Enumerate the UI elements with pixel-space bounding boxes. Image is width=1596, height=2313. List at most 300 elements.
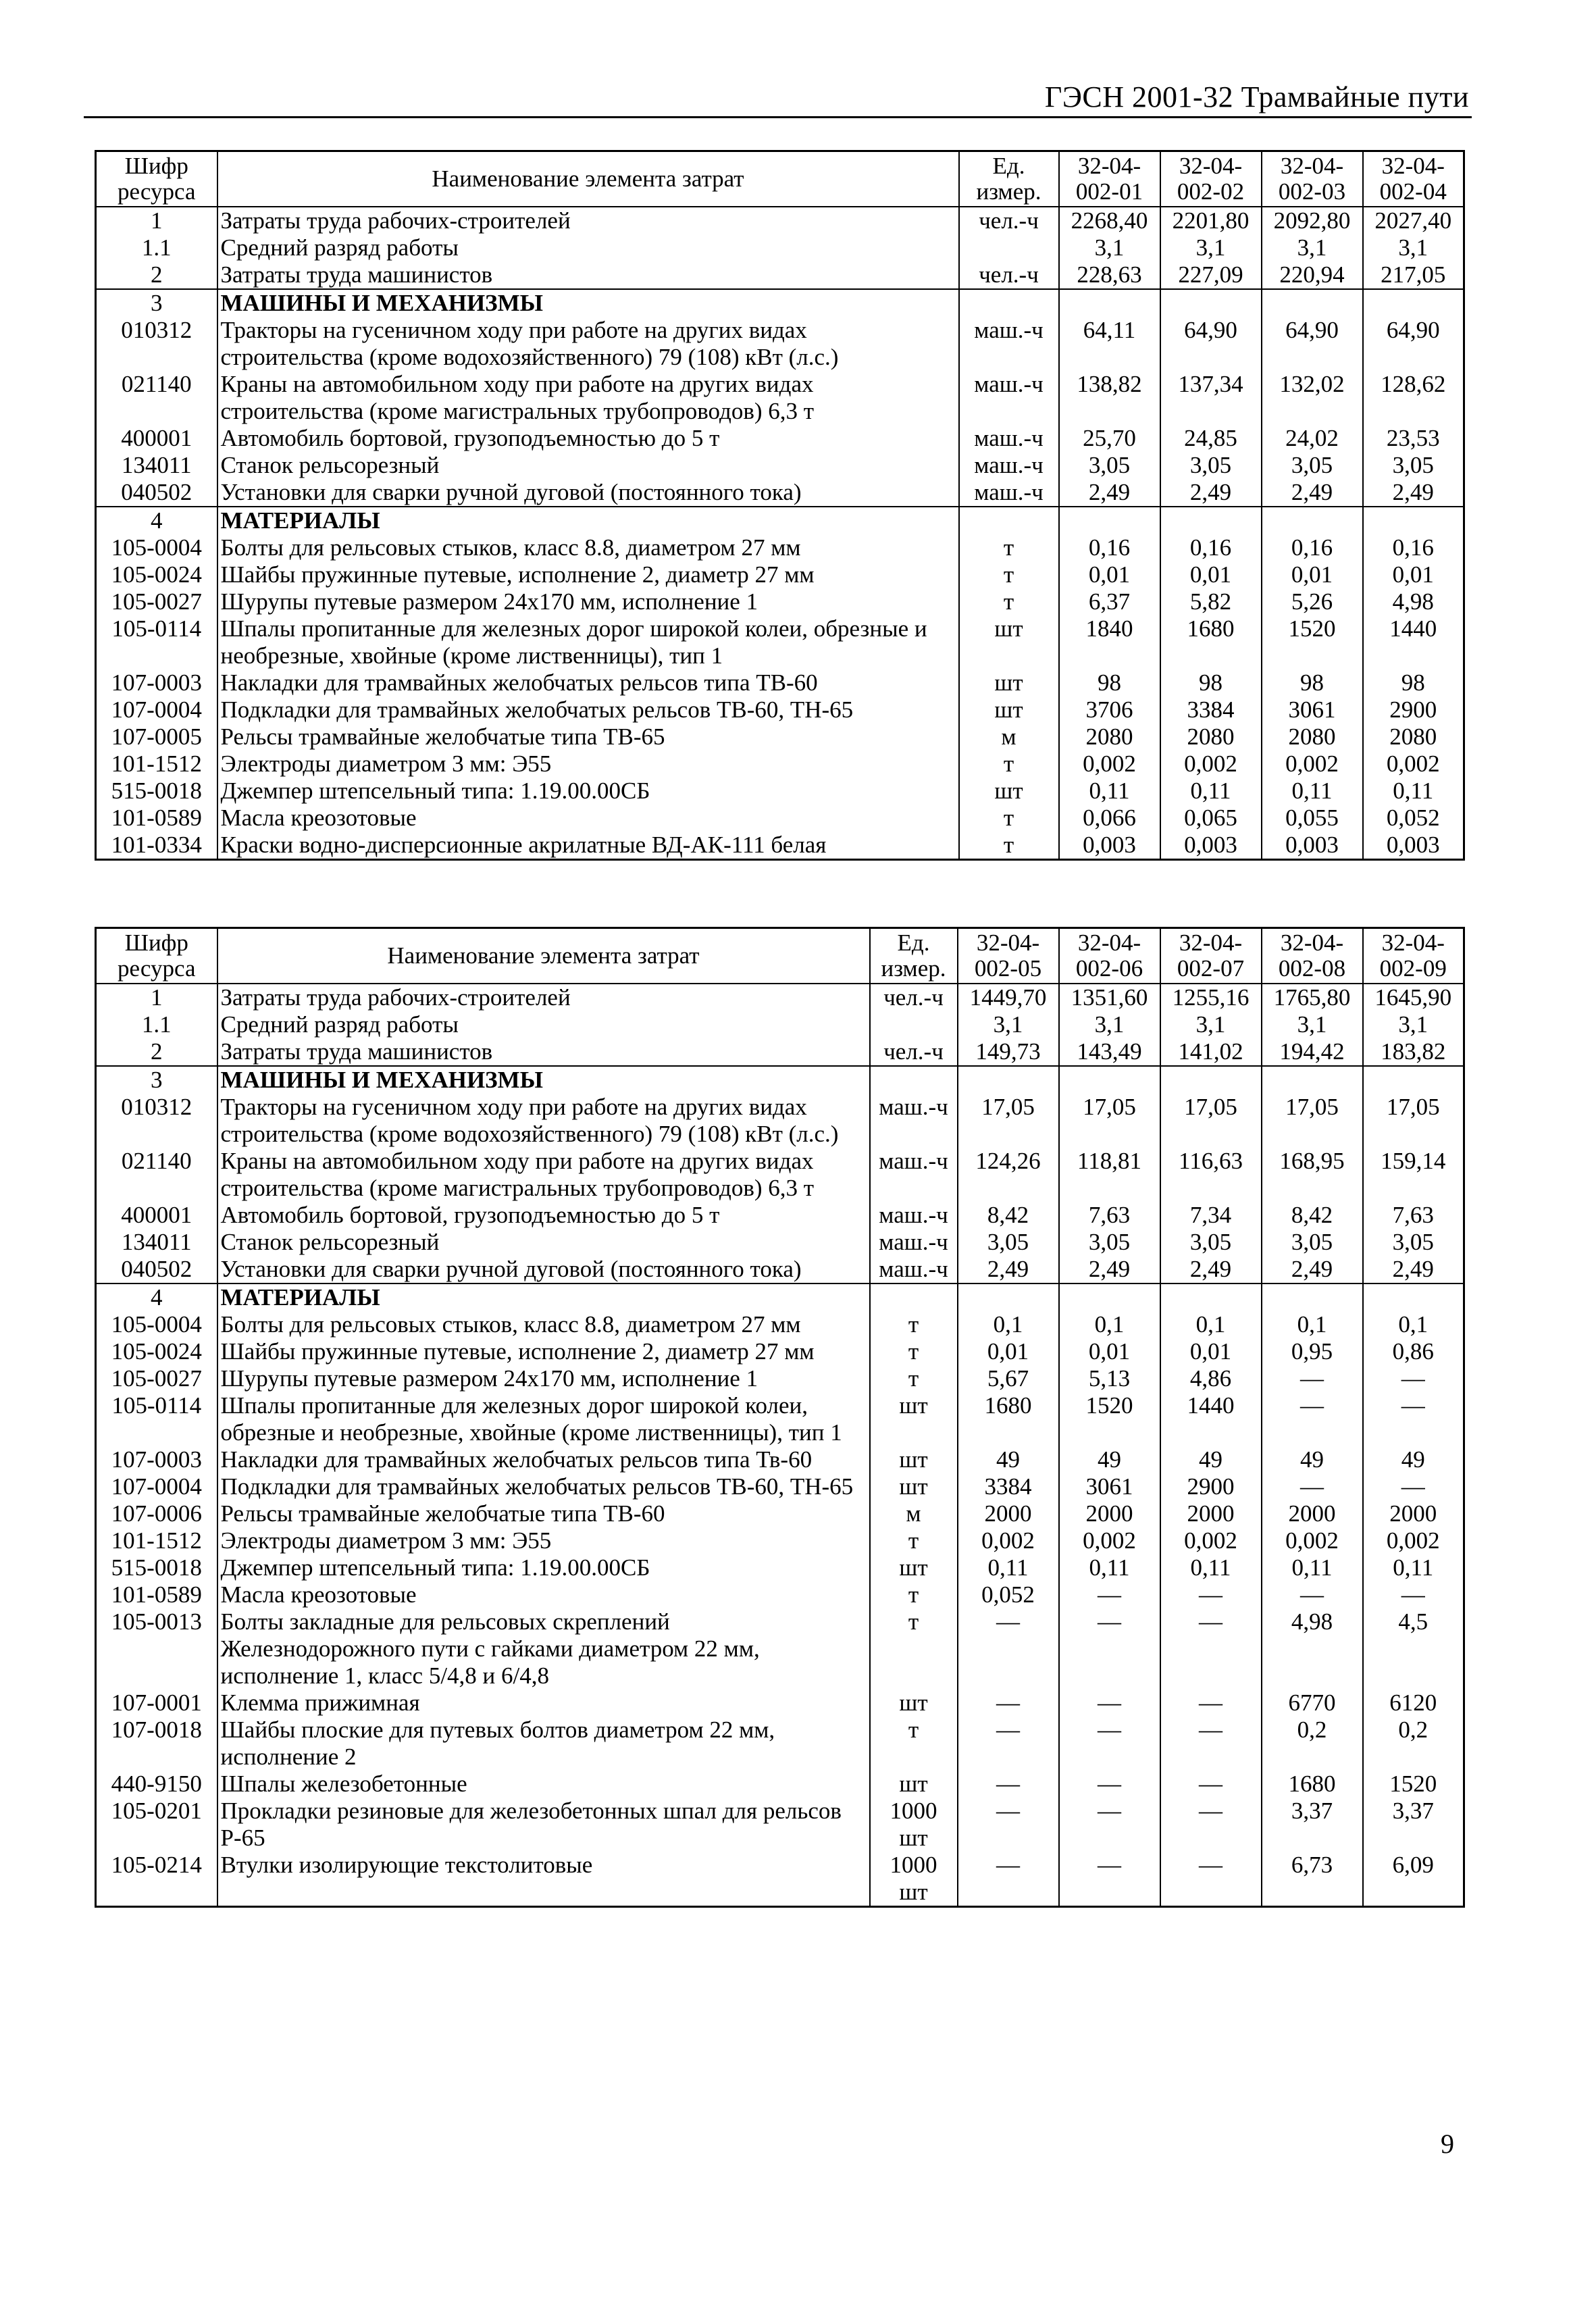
resource-name: Шайбы пружинные путевые, исполнение 2, диаметр 27 мм [217,1338,870,1365]
resource-value: 1440 [1363,615,1464,669]
resource-value: 64,90 [1363,317,1464,371]
resource-value: 1255,16 [1160,984,1262,1011]
table-row [96,1446,1464,1473]
table-row [96,669,1464,696]
resource-name: Шпалы железобетонные [217,1771,870,1798]
resource-value: 0,16 [1059,534,1160,561]
table-body [96,207,1464,860]
resource-unit: маш.-ч [959,425,1059,452]
header-col: 32-04-002-08 [1262,928,1363,984]
resource-value: 0,11 [1262,778,1363,805]
resource-value: 2000 [1160,1500,1262,1527]
resource-value: 2,49 [1160,479,1262,507]
resource-unit: шт [870,1771,958,1798]
header-unit: Ед. измер. [959,151,1059,207]
resource-value: 3384 [1160,696,1262,723]
resource-value: — [958,1852,1059,1907]
resource-unit: маш.-ч [870,1229,958,1256]
page-number: 9 [1441,2129,1454,2159]
resource-code: 1.1 [96,1011,217,1038]
table-row [96,832,1464,860]
resource-code: 105-0004 [96,534,217,561]
resource-value: 3,05 [1262,1229,1363,1256]
resource-value: 2080 [1262,723,1363,751]
resource-unit: чел.-ч [870,984,958,1011]
resource-code: 1 [96,984,217,1011]
resource-name: Краны на автомобильном ходу при работе на других видах строительства (кроме магистральных трубопроводов) 6,3 т [217,1148,870,1202]
resource-value: 2900 [1160,1473,1262,1500]
resource-name: Клемма прижимная [217,1689,870,1717]
resource-name: Джемпер штепсельный типа: 1.19.00.00СБ [217,1554,870,1581]
resource-code: 105-0024 [96,1338,217,1365]
resource-unit: маш.-ч [870,1094,958,1148]
resource-unit: т [870,1365,958,1392]
resource-value: 168,95 [1262,1148,1363,1202]
resource-value: 0,1 [1059,1311,1160,1338]
resource-unit: шт [870,1473,958,1500]
resource-value: 0,055 [1262,805,1363,832]
table-row [96,1202,1464,1229]
table-row [96,1094,1464,1148]
resource-value: 2201,80 [1160,207,1262,234]
resource-value: 6,37 [1059,588,1160,615]
resource-value: — [1262,1473,1363,1500]
resource-table-1 [95,150,1465,861]
resource-value: 0,95 [1262,1338,1363,1365]
resource-code: 134011 [96,1229,217,1256]
resource-value: 4,5 [1363,1608,1464,1689]
resource-value [1059,1283,1160,1311]
resource-value: 0,11 [1059,778,1160,805]
resource-unit: шт [959,669,1059,696]
resource-name: Средний разряд работы [217,234,959,261]
resource-value: 0,11 [1363,778,1464,805]
resource-value: — [1160,1852,1262,1907]
resource-value: — [958,1798,1059,1852]
resource-code: 4 [96,1283,217,1311]
resource-code: 515-0018 [96,778,217,805]
resource-code: 105-0114 [96,615,217,669]
header-col: 32-04-002-03 [1262,151,1363,207]
resource-name: Затраты труда машинистов [217,1038,870,1066]
resource-value: 3384 [958,1473,1059,1500]
resource-value: — [958,1771,1059,1798]
resource-value: 25,70 [1059,425,1160,452]
table-row [96,234,1464,261]
resource-code: 3 [96,289,217,317]
resource-name: Накладки для трамвайных желобчатых рельсов типа ТВ-60 [217,669,959,696]
resource-value: 6,73 [1262,1852,1363,1907]
resource-code: 134011 [96,452,217,479]
resource-value: 0,1 [1363,1311,1464,1338]
resource-value [1262,1283,1363,1311]
resource-name: Станок рельсорезный [217,1229,870,1256]
resource-value: 3,1 [1059,1011,1160,1038]
table-row [96,1771,1464,1798]
table-row [96,778,1464,805]
resource-value: 3,1 [1160,1011,1262,1038]
resource-name: Тракторы на гусеничном ходу при работе на других видах строительства (кроме водохозяйственного) 79 (108) кВт (л.с.) [217,1094,870,1148]
resource-value: 3,05 [1059,1229,1160,1256]
resource-name: Затраты труда машинистов [217,261,959,289]
resource-value: 3061 [1262,696,1363,723]
resource-value: 7,63 [1059,1202,1160,1229]
resource-unit: чел.-ч [870,1038,958,1066]
resource-unit: т [959,751,1059,778]
resource-value: — [958,1689,1059,1717]
resource-value: — [958,1608,1059,1689]
resource-value: 5,13 [1059,1365,1160,1392]
resource-code: 105-0013 [96,1608,217,1689]
resource-code: 4 [96,507,217,534]
header-code: Шифр ресурса [96,928,217,984]
resource-value: 7,34 [1160,1202,1262,1229]
resource-value: — [1160,1581,1262,1608]
resource-code: 101-0334 [96,832,217,860]
resource-value: — [1363,1392,1464,1446]
resource-value: — [1363,1473,1464,1500]
resource-value: 0,2 [1262,1717,1363,1771]
resource-value: 2900 [1363,696,1464,723]
resource-code: 400001 [96,425,217,452]
resource-value: 3,1 [1059,234,1160,261]
resource-value: 2,49 [1059,1256,1160,1283]
resource-value: 0,052 [1363,805,1464,832]
table-row [96,1527,1464,1554]
resource-value: 3,05 [1363,1229,1464,1256]
table-row [96,1256,1464,1283]
resource-value: 2027,40 [1363,207,1464,234]
table-row [96,1852,1464,1907]
resource-unit [870,1066,958,1094]
resource-value: 0,16 [1363,534,1464,561]
resource-name: Краски водно-дисперсионные акрилатные ВД-АК-111 белая [217,832,959,860]
resource-value: 2080 [1059,723,1160,751]
resource-code: 2 [96,261,217,289]
header-rule [84,116,1472,118]
resource-value [1262,1066,1363,1094]
resource-value: 2000 [958,1500,1059,1527]
resource-value: 1765,80 [1262,984,1363,1011]
resource-value: 1680 [1160,615,1262,669]
resource-code: 101-0589 [96,805,217,832]
header-col: 32-04-002-06 [1059,928,1160,984]
resource-value: 3,37 [1262,1798,1363,1852]
resource-value: 1840 [1059,615,1160,669]
resource-value: 1351,60 [1059,984,1160,1011]
resource-value [958,1066,1059,1094]
resource-unit: шт [959,696,1059,723]
resource-value: 0,003 [1363,832,1464,860]
resource-value [1059,289,1160,317]
resource-unit: т [870,1581,958,1608]
table-row [96,1038,1464,1066]
resource-name: Прокладки резиновые для железобетонных шпал для рельсов Р-65 [217,1798,870,1852]
table-row [96,261,1464,289]
resource-value: 0,16 [1160,534,1262,561]
header-name: Наименование элемента затрат [217,928,870,984]
section-row [96,507,1464,534]
resource-code: 105-0114 [96,1392,217,1446]
resource-value: — [1059,1798,1160,1852]
header-unit: Ед. измер. [870,928,958,984]
resource-code: 1.1 [96,234,217,261]
resource-value: 0,01 [1059,1338,1160,1365]
resource-value: 132,02 [1262,371,1363,425]
table-row [96,1717,1464,1771]
resource-value [1160,289,1262,317]
header-col: 32-04-002-07 [1160,928,1262,984]
resource-value [1363,289,1464,317]
resource-code: 101-0589 [96,1581,217,1608]
table-row [96,561,1464,588]
resource-value: — [1160,1771,1262,1798]
resource-value [1363,507,1464,534]
document-header-title: ГЭСН 2001-32 Трамвайные пути [1044,80,1469,113]
table-row [96,1229,1464,1256]
resource-value: 0,002 [1160,1527,1262,1554]
resource-code: 105-0027 [96,1365,217,1392]
resource-value: 0,16 [1262,534,1363,561]
resource-name: Шурупы путевые размером 24х170 мм, исполнение 1 [217,1365,870,1392]
resource-value: 183,82 [1363,1038,1464,1066]
resource-value: 227,09 [1160,261,1262,289]
resource-name: Краны на автомобильном ходу при работе на других видах строительства (кроме магистральных трубопроводов) 6,3 т [217,371,959,425]
resource-code: 107-0004 [96,696,217,723]
table-row [96,615,1464,669]
resource-value: 98 [1160,669,1262,696]
resource-value: 1520 [1363,1771,1464,1798]
resource-value: — [1059,1852,1160,1907]
resource-value: 49 [1059,1446,1160,1473]
resource-value: 128,62 [1363,371,1464,425]
resource-unit: т [870,1527,958,1554]
table-row [96,1392,1464,1446]
resource-name: Электроды диаметром 3 мм: Э55 [217,1527,870,1554]
resource-unit: шт [959,615,1059,669]
resource-code: 515-0018 [96,1554,217,1581]
header-col: 32-04-002-05 [958,928,1059,984]
resource-unit: 1000 шт [870,1852,958,1907]
resource-value: 1680 [958,1392,1059,1446]
resource-value: — [1262,1581,1363,1608]
resource-code: 107-0018 [96,1717,217,1771]
resource-value [1363,1283,1464,1311]
table-row [96,1500,1464,1527]
resource-value: 0,2 [1363,1717,1464,1771]
resource-value: 220,94 [1262,261,1363,289]
resource-value: — [1160,1608,1262,1689]
resource-value: 0,11 [1160,778,1262,805]
resource-value: 217,05 [1363,261,1464,289]
resource-name: Установки для сварки ручной дуговой (постоянного тока) [217,1256,870,1283]
resource-name: Шпалы пропитанные для железных дорог широкой колеи, обрезные и необрезные, хвойные (кроме лиственницы), тип 1 [217,1392,870,1446]
resource-name: Шурупы путевые размером 24х170 мм, исполнение 1 [217,588,959,615]
resource-unit: т [870,1717,958,1771]
resource-value: 64,90 [1160,317,1262,371]
resource-value: 2268,40 [1059,207,1160,234]
resource-value: 124,26 [958,1148,1059,1202]
resource-value: 0,1 [958,1311,1059,1338]
resource-unit: т [870,1338,958,1365]
resource-value: 2080 [1160,723,1262,751]
resource-code: 2 [96,1038,217,1066]
resource-value: 5,26 [1262,588,1363,615]
section-row [96,1283,1464,1311]
resource-name: Втулки изолирующие текстолитовые [217,1852,870,1907]
resource-name: Подкладки для трамвайных желобчатых рельсов ТВ-60, ТН-65 [217,696,959,723]
resource-value: 0,002 [1059,751,1160,778]
resource-value: 0,11 [1160,1554,1262,1581]
resource-value: 0,01 [1160,1338,1262,1365]
resource-value: 141,02 [1160,1038,1262,1066]
table-row [96,1338,1464,1365]
resource-name: МАШИНЫ И МЕХАНИЗМЫ [217,289,959,317]
table-row [96,1608,1464,1689]
resource-value: 0,01 [958,1338,1059,1365]
table-row [96,696,1464,723]
resource-value: 137,34 [1160,371,1262,425]
resource-value: 7,63 [1363,1202,1464,1229]
resource-value: 2,49 [1160,1256,1262,1283]
resource-code: 105-0214 [96,1852,217,1907]
resource-value: 0,052 [958,1581,1059,1608]
resource-code: 021140 [96,1148,217,1202]
resource-value: 0,01 [1363,561,1464,588]
table-row [96,207,1464,234]
resource-value: — [1059,1717,1160,1771]
resource-code: 107-0004 [96,1473,217,1500]
table-row [96,452,1464,479]
resource-value: 1520 [1262,615,1363,669]
resource-value: 6,09 [1363,1852,1464,1907]
table-row [96,588,1464,615]
resource-value: 2,49 [1262,479,1363,507]
resource-value: 4,98 [1363,588,1464,615]
resource-value: 4,98 [1262,1608,1363,1689]
resource-name: Шайбы плоские для путевых болтов диаметром 22 мм, исполнение 2 [217,1717,870,1771]
resource-value: 17,05 [958,1094,1059,1148]
resource-name: Рельсы трамвайные желобчатые типа ТВ-65 [217,723,959,751]
resource-value: 2,49 [1262,1256,1363,1283]
resource-unit [959,234,1059,261]
header-col: 32-04-002-01 [1059,151,1160,207]
resource-value: 8,42 [958,1202,1059,1229]
resource-value: 0,002 [1160,751,1262,778]
resource-value [1160,1283,1262,1311]
resource-value: 6120 [1363,1689,1464,1717]
resource-name: Автомобиль бортовой, грузоподъемностью до 5 т [217,425,959,452]
resource-value: 118,81 [1059,1148,1160,1202]
table-row [96,1148,1464,1202]
resource-code: 021140 [96,371,217,425]
resource-value: 0,1 [1160,1311,1262,1338]
resource-value: — [958,1717,1059,1771]
resource-unit: т [959,588,1059,615]
resource-unit: чел.-ч [959,261,1059,289]
resource-code: 010312 [96,317,217,371]
table-row [96,479,1464,507]
resource-value: 3,1 [958,1011,1059,1038]
resource-unit: шт [870,1392,958,1446]
resource-value: 159,14 [1363,1148,1464,1202]
resource-value: 0,01 [1160,561,1262,588]
resource-value: 3,05 [1262,452,1363,479]
resource-value [1160,507,1262,534]
resource-value: 3,1 [1363,1011,1464,1038]
table-row [96,984,1464,1011]
resource-name: Подкладки для трамвайных желобчатых рельсов ТВ-60, ТН-65 [217,1473,870,1500]
resource-value: 3706 [1059,696,1160,723]
resource-unit: 1000 шт [870,1798,958,1852]
table-row [96,1473,1464,1500]
resource-name: Шпалы пропитанные для железных дорог широкой колеи, обрезные и необрезные, хвойные (кроме лиственницы), тип 1 [217,615,959,669]
resource-code: 3 [96,1066,217,1094]
section-row [96,1066,1464,1094]
resource-value: — [1363,1365,1464,1392]
resource-value: 3,05 [958,1229,1059,1256]
table-row [96,723,1464,751]
resource-name: Средний разряд работы [217,1011,870,1038]
resource-value: 0,11 [958,1554,1059,1581]
resource-unit [959,289,1059,317]
table-row [96,1011,1464,1038]
resource-value: 0,002 [1262,1527,1363,1554]
resource-value: 49 [958,1446,1059,1473]
resource-value: 116,63 [1160,1148,1262,1202]
resource-value: 2,49 [1363,479,1464,507]
resource-value: 5,67 [958,1365,1059,1392]
resource-value: 24,85 [1160,425,1262,452]
resource-value: 3,1 [1262,1011,1363,1038]
resource-value: 0,01 [1262,561,1363,588]
header-col: 32-04-002-09 [1363,928,1464,984]
table-body [96,984,1464,1907]
resource-unit: т [870,1311,958,1338]
resource-value: 2000 [1262,1500,1363,1527]
table-row [96,425,1464,452]
resource-value: 2092,80 [1262,207,1363,234]
resource-value: 3,37 [1363,1798,1464,1852]
resource-unit [870,1283,958,1311]
resource-value: 0,11 [1262,1554,1363,1581]
resource-value: 64,90 [1262,317,1363,371]
resource-value: 17,05 [1262,1094,1363,1148]
table-row [96,371,1464,425]
resource-value: 98 [1262,669,1363,696]
resource-value: 49 [1363,1446,1464,1473]
resource-unit: т [870,1608,958,1689]
resource-value: — [1262,1392,1363,1446]
resource-value: 228,63 [1059,261,1160,289]
resource-value [958,1283,1059,1311]
resource-code: 107-0003 [96,1446,217,1473]
resource-table-2 [95,927,1465,1908]
resource-value: — [1262,1365,1363,1392]
resource-code: 107-0005 [96,723,217,751]
resource-value: 0,003 [1262,832,1363,860]
resource-unit: маш.-ч [959,371,1059,425]
resource-value: 98 [1363,669,1464,696]
resource-name: Станок рельсорезный [217,452,959,479]
resource-value: 0,003 [1059,832,1160,860]
resource-value: 3061 [1059,1473,1160,1500]
table-header-row [96,928,1464,984]
resource-value: 138,82 [1059,371,1160,425]
resource-code: 107-0003 [96,669,217,696]
resource-value [1059,1066,1160,1094]
resource-value: 17,05 [1363,1094,1464,1148]
